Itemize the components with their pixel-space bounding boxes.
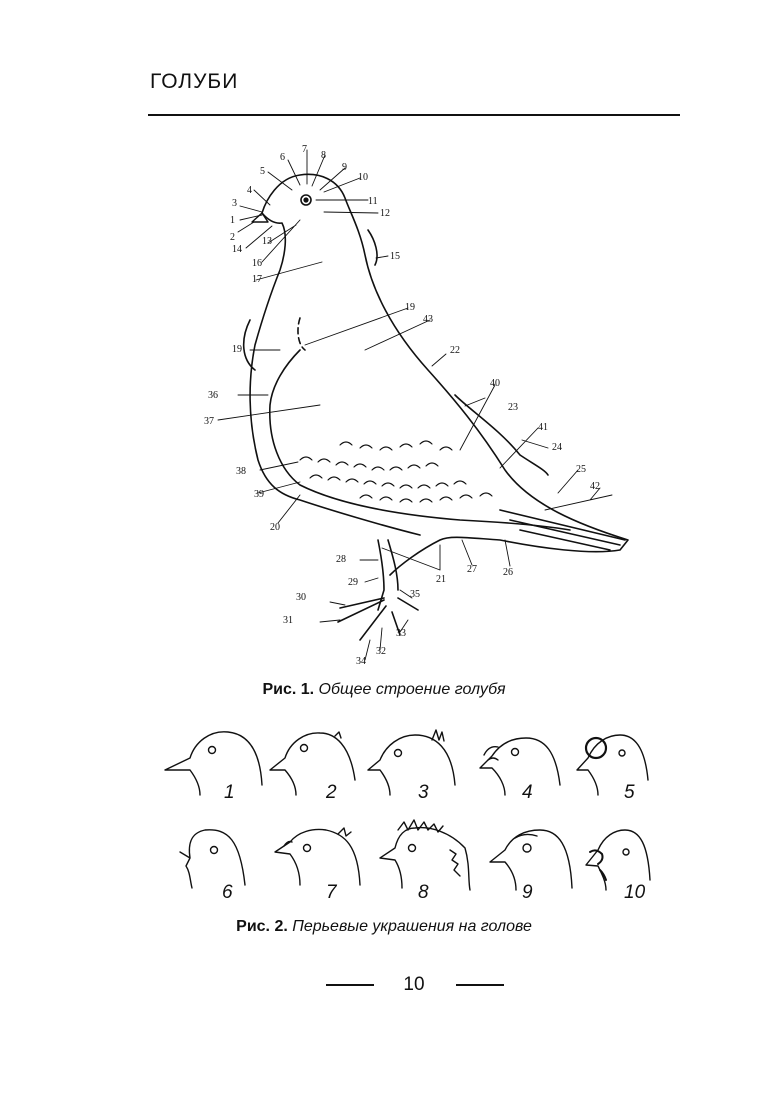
fig1-label: 14: [232, 244, 242, 255]
fig1-label: 24: [552, 442, 562, 453]
pigeon-head-10: [586, 830, 650, 890]
pigeon-head-6: [180, 830, 245, 888]
fig1-label: 39: [254, 489, 264, 500]
head-ornaments-drawing: [150, 720, 670, 920]
fig1-label: 35: [410, 589, 420, 600]
fig1-label: 10: [358, 172, 368, 183]
fig1-label: 43: [423, 314, 433, 325]
fig1-label: 41: [538, 422, 548, 433]
fig1-label: 2: [230, 232, 235, 243]
head-number: 10: [624, 882, 646, 903]
fig1-label: 27: [467, 564, 477, 575]
head-number: 9: [522, 882, 533, 903]
fig1-label: 19: [232, 344, 242, 355]
fig1-label: 1: [230, 215, 235, 226]
fig1-label: 34: [356, 656, 366, 667]
fig1-label: 33: [396, 628, 406, 639]
head-number: 5: [624, 782, 635, 803]
fig1-label: 29: [348, 577, 358, 588]
fig1-label: 7: [302, 144, 307, 155]
running-header: ГОЛУБИ: [150, 70, 239, 93]
head-number: 4: [522, 782, 533, 803]
pigeon-head-3: [368, 735, 455, 795]
fig1-label: 26: [503, 567, 513, 578]
pigeon-beak: [252, 213, 268, 222]
pigeon-head-8: [380, 828, 470, 890]
fig1-label: 19: [405, 302, 415, 313]
pigeon-foot: [338, 598, 418, 640]
fig1-label: 22: [450, 345, 460, 356]
page-number-rule-left: [326, 984, 374, 986]
fig1-label: 15: [390, 251, 400, 262]
head-number: 8: [418, 882, 429, 903]
fig1-label: 36: [208, 390, 218, 401]
fig1-label: 42: [590, 481, 600, 492]
page-number-rule-right: [456, 984, 504, 986]
figure2-caption-text: Перьевые украшения на голове: [292, 918, 532, 935]
fig1-label: 3: [232, 198, 237, 209]
pigeon-head-7: [275, 830, 360, 886]
figure2-caption-number: Рис. 2.: [236, 918, 288, 935]
pigeon-head-2: [270, 733, 355, 795]
fig1-label: 21: [436, 574, 446, 585]
figure1-caption-number: Рис. 1.: [262, 681, 315, 698]
fig1-label: 31: [283, 615, 293, 626]
figure1-caption: [0, 681, 768, 699]
pigeon-head-9: [490, 830, 572, 890]
head-number: 3: [418, 782, 429, 803]
pigeon-head-1: [165, 732, 262, 795]
wing-feathers: [300, 441, 492, 502]
fig1-label: 16: [252, 258, 262, 269]
fig1-label: 8: [321, 150, 326, 161]
head-number: 7: [326, 882, 337, 903]
head-number: 2: [326, 782, 337, 803]
fig1-label: 40: [490, 378, 500, 389]
page-number: 10: [403, 974, 425, 995]
fig1-label: 32: [376, 646, 386, 657]
fig1-label: 13: [262, 236, 272, 247]
fig1-label: 38: [236, 466, 246, 477]
head-number: 1: [224, 782, 235, 803]
pigeon-structure-drawing: [150, 130, 650, 670]
fig1-label: 5: [260, 166, 265, 177]
fig1-label: 30: [296, 592, 306, 603]
fig1-label: 25: [576, 464, 586, 475]
fig1-label: 11: [368, 196, 378, 207]
fig1-label: 17: [252, 274, 262, 285]
pigeon-head-outline: [262, 174, 628, 575]
fig1-label: 23: [508, 402, 518, 413]
fig1-label: 9: [342, 162, 347, 173]
header-rule: [148, 114, 680, 116]
fig1-label: 6: [280, 152, 285, 163]
fig1-label: 28: [336, 554, 346, 565]
fig1-label: 37: [204, 416, 214, 427]
fig1-label: 12: [380, 208, 390, 219]
figure2-caption: [0, 918, 768, 936]
fig1-label: 20: [270, 522, 280, 533]
pigeon-wing: [270, 350, 570, 530]
figure1-caption-text: Общее строение голубя: [318, 681, 506, 698]
head-number: 6: [222, 882, 233, 903]
fig1-label: 4: [247, 185, 252, 196]
